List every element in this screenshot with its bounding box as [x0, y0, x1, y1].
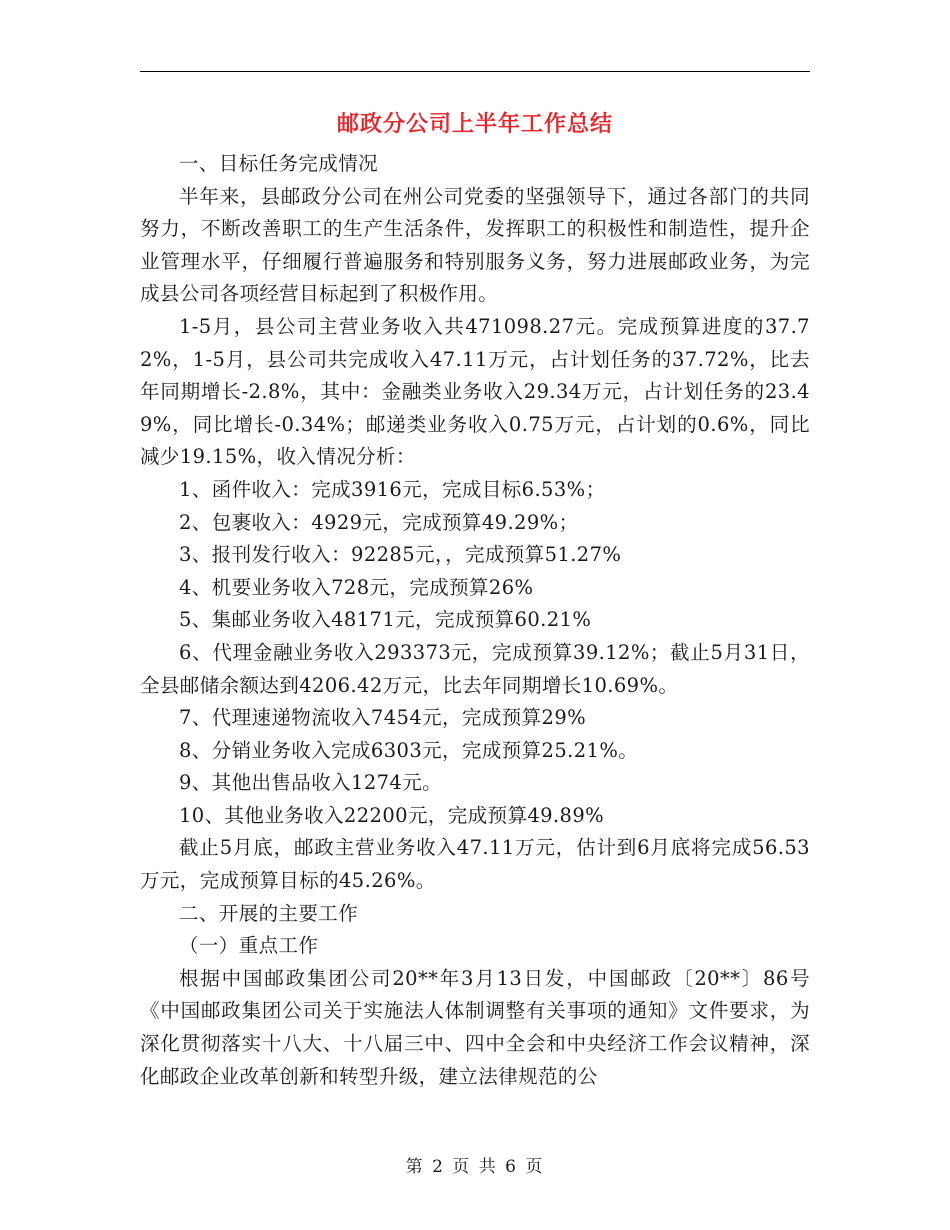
list-item-confidential: 4、机要业务收入728元，完成预算26%	[179, 575, 534, 599]
section-heading-1: 一、目标任务完成情况	[179, 152, 379, 175]
paragraph-intro: 半年来，县邮政分公司在州公司党委的坚强领导下，通过各部门的共同努力，不断改善职工的生产生活条件，发挥职工的积极性和制造性，提升企业管理水平，仔细履行普遍服务和特别服务义务，努力进展邮政业务，为完成县公司各项经营目标起到了积极作用。	[140, 184, 810, 306]
list-item-philately: 5、集邮业务收入48171元，完成预算60.21%	[179, 608, 592, 632]
header-rule	[140, 71, 810, 72]
list-item-distribution: 8、分销业务收入完成6303元，完成预算25.21%。	[179, 738, 639, 762]
document-title: 邮政分公司上半年工作总结	[336, 111, 613, 137]
paragraph-key-work: 根据中国邮政集团公司20**年3月13日发，中国邮政〔20**〕86号《中国邮政集团公司关于实施法人体制调整有关事项的通知》文件要求，为深化贯彻落实十八大、十八届三中、四中全会和中央经济工作会议精神，深化邮政企业改革创新和转型升级，建立法律规范的公	[140, 966, 810, 1088]
page-number: 第 2 页 共 6 页	[405, 1157, 545, 1177]
list-item-other-sales: 9、其他出售品收入1274元。	[179, 771, 443, 795]
section-heading-2: 二、开展的主要工作	[179, 901, 359, 925]
list-item-newspapers: 3、报刊发行收入：92285元，，完成预算51.27%	[179, 543, 622, 567]
paragraph-revenue-summary: 1-5月，县公司主营业务收入共471098.27元。完成预算进度的37.72%，1-5月，县公司共完成收入47.11万元，占计划任务的37.72%，比去年同期增长-2.8%，其中：金融类业务收入29.34万元，占计划任务的23.49%，同比增长-0.34%；邮递类业务收入0.75万元，占计划的0.6%，同比减少19.15%，收入情况分析：	[140, 314, 810, 469]
subsection-heading-1: （一）重点工作	[179, 934, 319, 958]
list-item-other-business: 10、其他业务收入22200元，完成预算49.89%	[179, 803, 605, 827]
list-item-letters: 1、函件收入：完成3916元，完成目标6.53%；	[179, 477, 606, 501]
list-item-finance: 6、代理金融业务收入293373元，完成预算39.12%；截止5月31日，全县邮储余额达到4206.42万元，比去年同期增长10.69%。	[140, 640, 810, 697]
document-body	[140, 148, 810, 1093]
paragraph-forecast: 截止5月底，邮政主营业务收入47.11万元，估计到6月底将完成56.53万元，完成预算目标的45.26%。	[140, 836, 810, 893]
list-item-express: 7、代理速递物流收入7454元，完成预算29%	[179, 706, 587, 730]
list-item-parcels: 2、包裹收入：4929元，完成预算49.29%；	[179, 510, 579, 534]
